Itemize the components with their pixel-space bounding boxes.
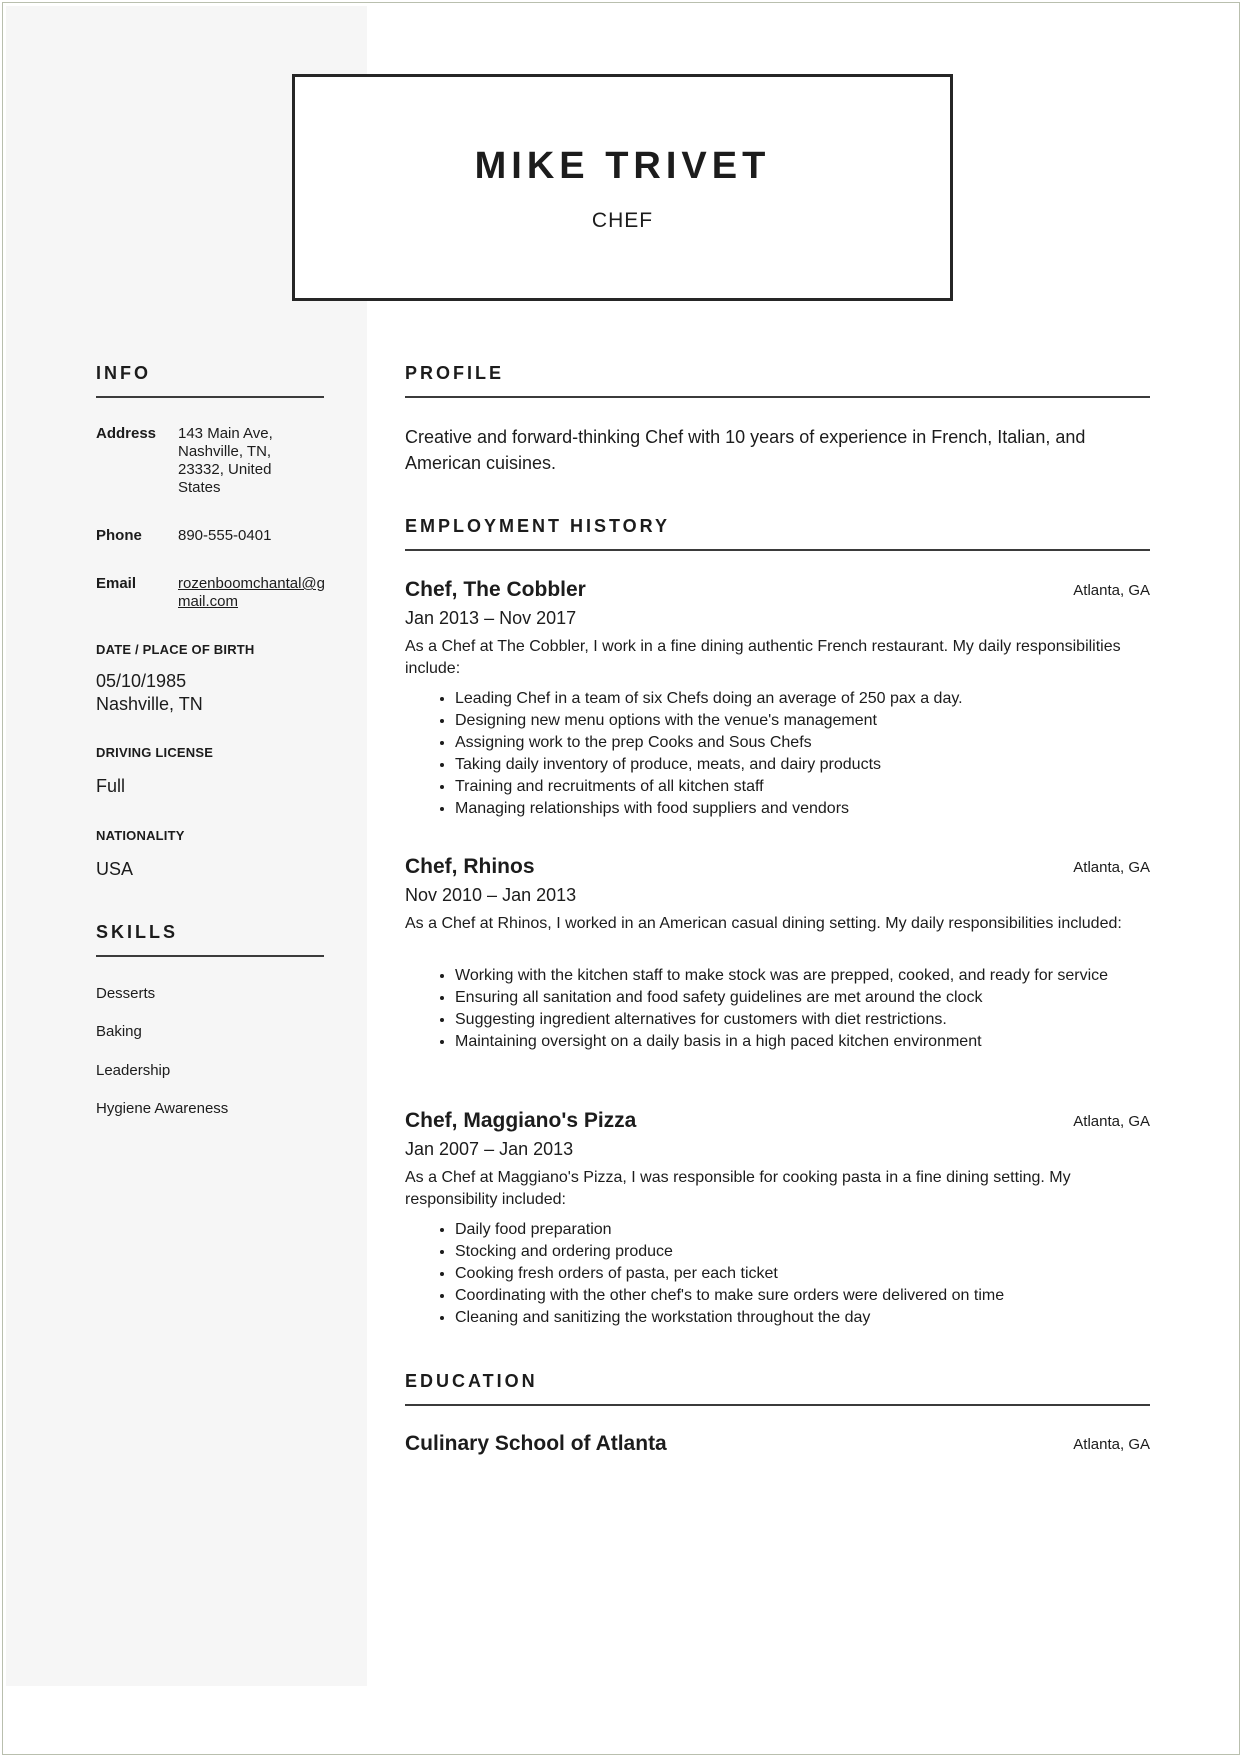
bullet-item: • Assigning work to the prep Cooks and Sous Chefs: [455, 732, 1200, 754]
bullet-item: • Daily food preparation: [455, 1219, 1200, 1241]
bullet-item: • Managing relationships with food suppliers and vendors: [455, 798, 1200, 820]
phone-label: Phone: [96, 527, 142, 544]
education-heading: EDUCATION: [405, 1371, 1150, 1406]
birth-label: DATE / PLACE OF BIRTH: [96, 642, 255, 657]
job-location: Atlanta, GA: [1073, 859, 1150, 876]
address-label: Address: [96, 425, 157, 442]
skill-item: Hygiene Awareness: [96, 1100, 229, 1117]
skills-heading: SKILLS: [96, 922, 324, 957]
skill-item: Leadership: [96, 1062, 171, 1079]
birth-date: 05/10/1985: [96, 671, 187, 691]
bullet-item: • Ensuring all sanitation and food safety guidelines are met around the clock: [455, 987, 1200, 1009]
job-title: Chef, Rhinos: [405, 855, 535, 878]
bullet-item: • Coordinating with the other chef's to make sure orders were delivered on time: [455, 1285, 1200, 1307]
job-description: As a Chef at Rhinos, I worked in an American casual dining setting. My daily responsibilities included:: [405, 915, 1122, 932]
job-description: As a Chef at The Cobbler, I work in a fine dining authentic French restaurant. My daily responsibilities include:: [405, 638, 1121, 677]
nationality-value: USA: [96, 859, 134, 879]
birth-place: Nashville, TN: [96, 694, 203, 714]
bullet-item: • Cleaning and sanitizing the workstation throughout the day: [455, 1307, 1200, 1329]
bullet-item: • Working with the kitchen staff to make stock was are prepped, cooked, and ready for service: [455, 965, 1200, 987]
address-value: 143 Main Ave, Nashville, TN, 23332, United States: [178, 425, 273, 496]
job-location: Atlanta, GA: [1073, 1113, 1150, 1130]
bullet-item: • Cooking fresh orders of pasta, per each ticket: [455, 1263, 1200, 1285]
job-dates: Jan 2013 – Nov 2017: [405, 608, 577, 628]
bullet-item: • Training and recruitments of all kitchen staff: [455, 776, 1200, 798]
job-bullets: [405, 688, 1200, 820]
job-bullets: [405, 965, 1200, 1053]
info-heading: INFO: [96, 363, 324, 398]
bullet-item: • Stocking and ordering produce: [455, 1241, 1200, 1263]
bullet-item: • Designing new menu options with the venue's management: [455, 710, 1200, 732]
skill-item: Baking: [96, 1023, 142, 1040]
bullet-item: • Maintaining oversight on a daily basis in a high paced kitchen environment: [455, 1031, 1200, 1053]
school-name: Culinary School of Atlanta: [405, 1432, 667, 1455]
job-description: As a Chef at Maggiano's Pizza, I was responsible for cooking pasta in a fine dining setting. My responsibility included:: [405, 1169, 1071, 1208]
email-label: Email: [96, 575, 137, 592]
job-location: Atlanta, GA: [1073, 582, 1150, 599]
job-title: Chef, The Cobbler: [405, 578, 586, 601]
job-title: Chef, Maggiano's Pizza: [405, 1109, 637, 1132]
profile-heading: PROFILE: [405, 363, 1150, 398]
bullet-item: • Leading Chef in a team of six Chefs doing an average of 250 pax a day.: [455, 688, 1200, 710]
candidate-name: MIKE TRIVET: [474, 145, 771, 187]
license-value: Full: [96, 776, 126, 796]
phone-value: 890-555-0401: [178, 527, 272, 544]
employment-heading: EMPLOYMENT HISTORY: [405, 516, 1150, 551]
nationality-label: NATIONALITY: [96, 828, 185, 843]
job-dates: Nov 2010 – Jan 2013: [405, 885, 577, 905]
job-bullets: [405, 1219, 1200, 1329]
license-label: DRIVING LICENSE: [96, 745, 214, 760]
job-dates: Jan 2007 – Jan 2013: [405, 1139, 574, 1159]
email-link[interactable]: rozenboomchantal@gmail.com: [178, 575, 325, 610]
name-header-box: [292, 74, 953, 301]
profile-summary: Creative and forward-thinking Chef with 10 years of experience in French, Italian, and American cuisines.: [405, 427, 1086, 473]
school-location: Atlanta, GA: [1073, 1436, 1150, 1453]
bullet-item: • Suggesting ingredient alternatives for customers with diet restrictions.: [455, 1009, 1200, 1031]
bullet-item: • Taking daily inventory of produce, meats, and dairy products: [455, 754, 1200, 776]
candidate-role: CHEF: [591, 209, 654, 232]
skill-item: Desserts: [96, 985, 156, 1002]
